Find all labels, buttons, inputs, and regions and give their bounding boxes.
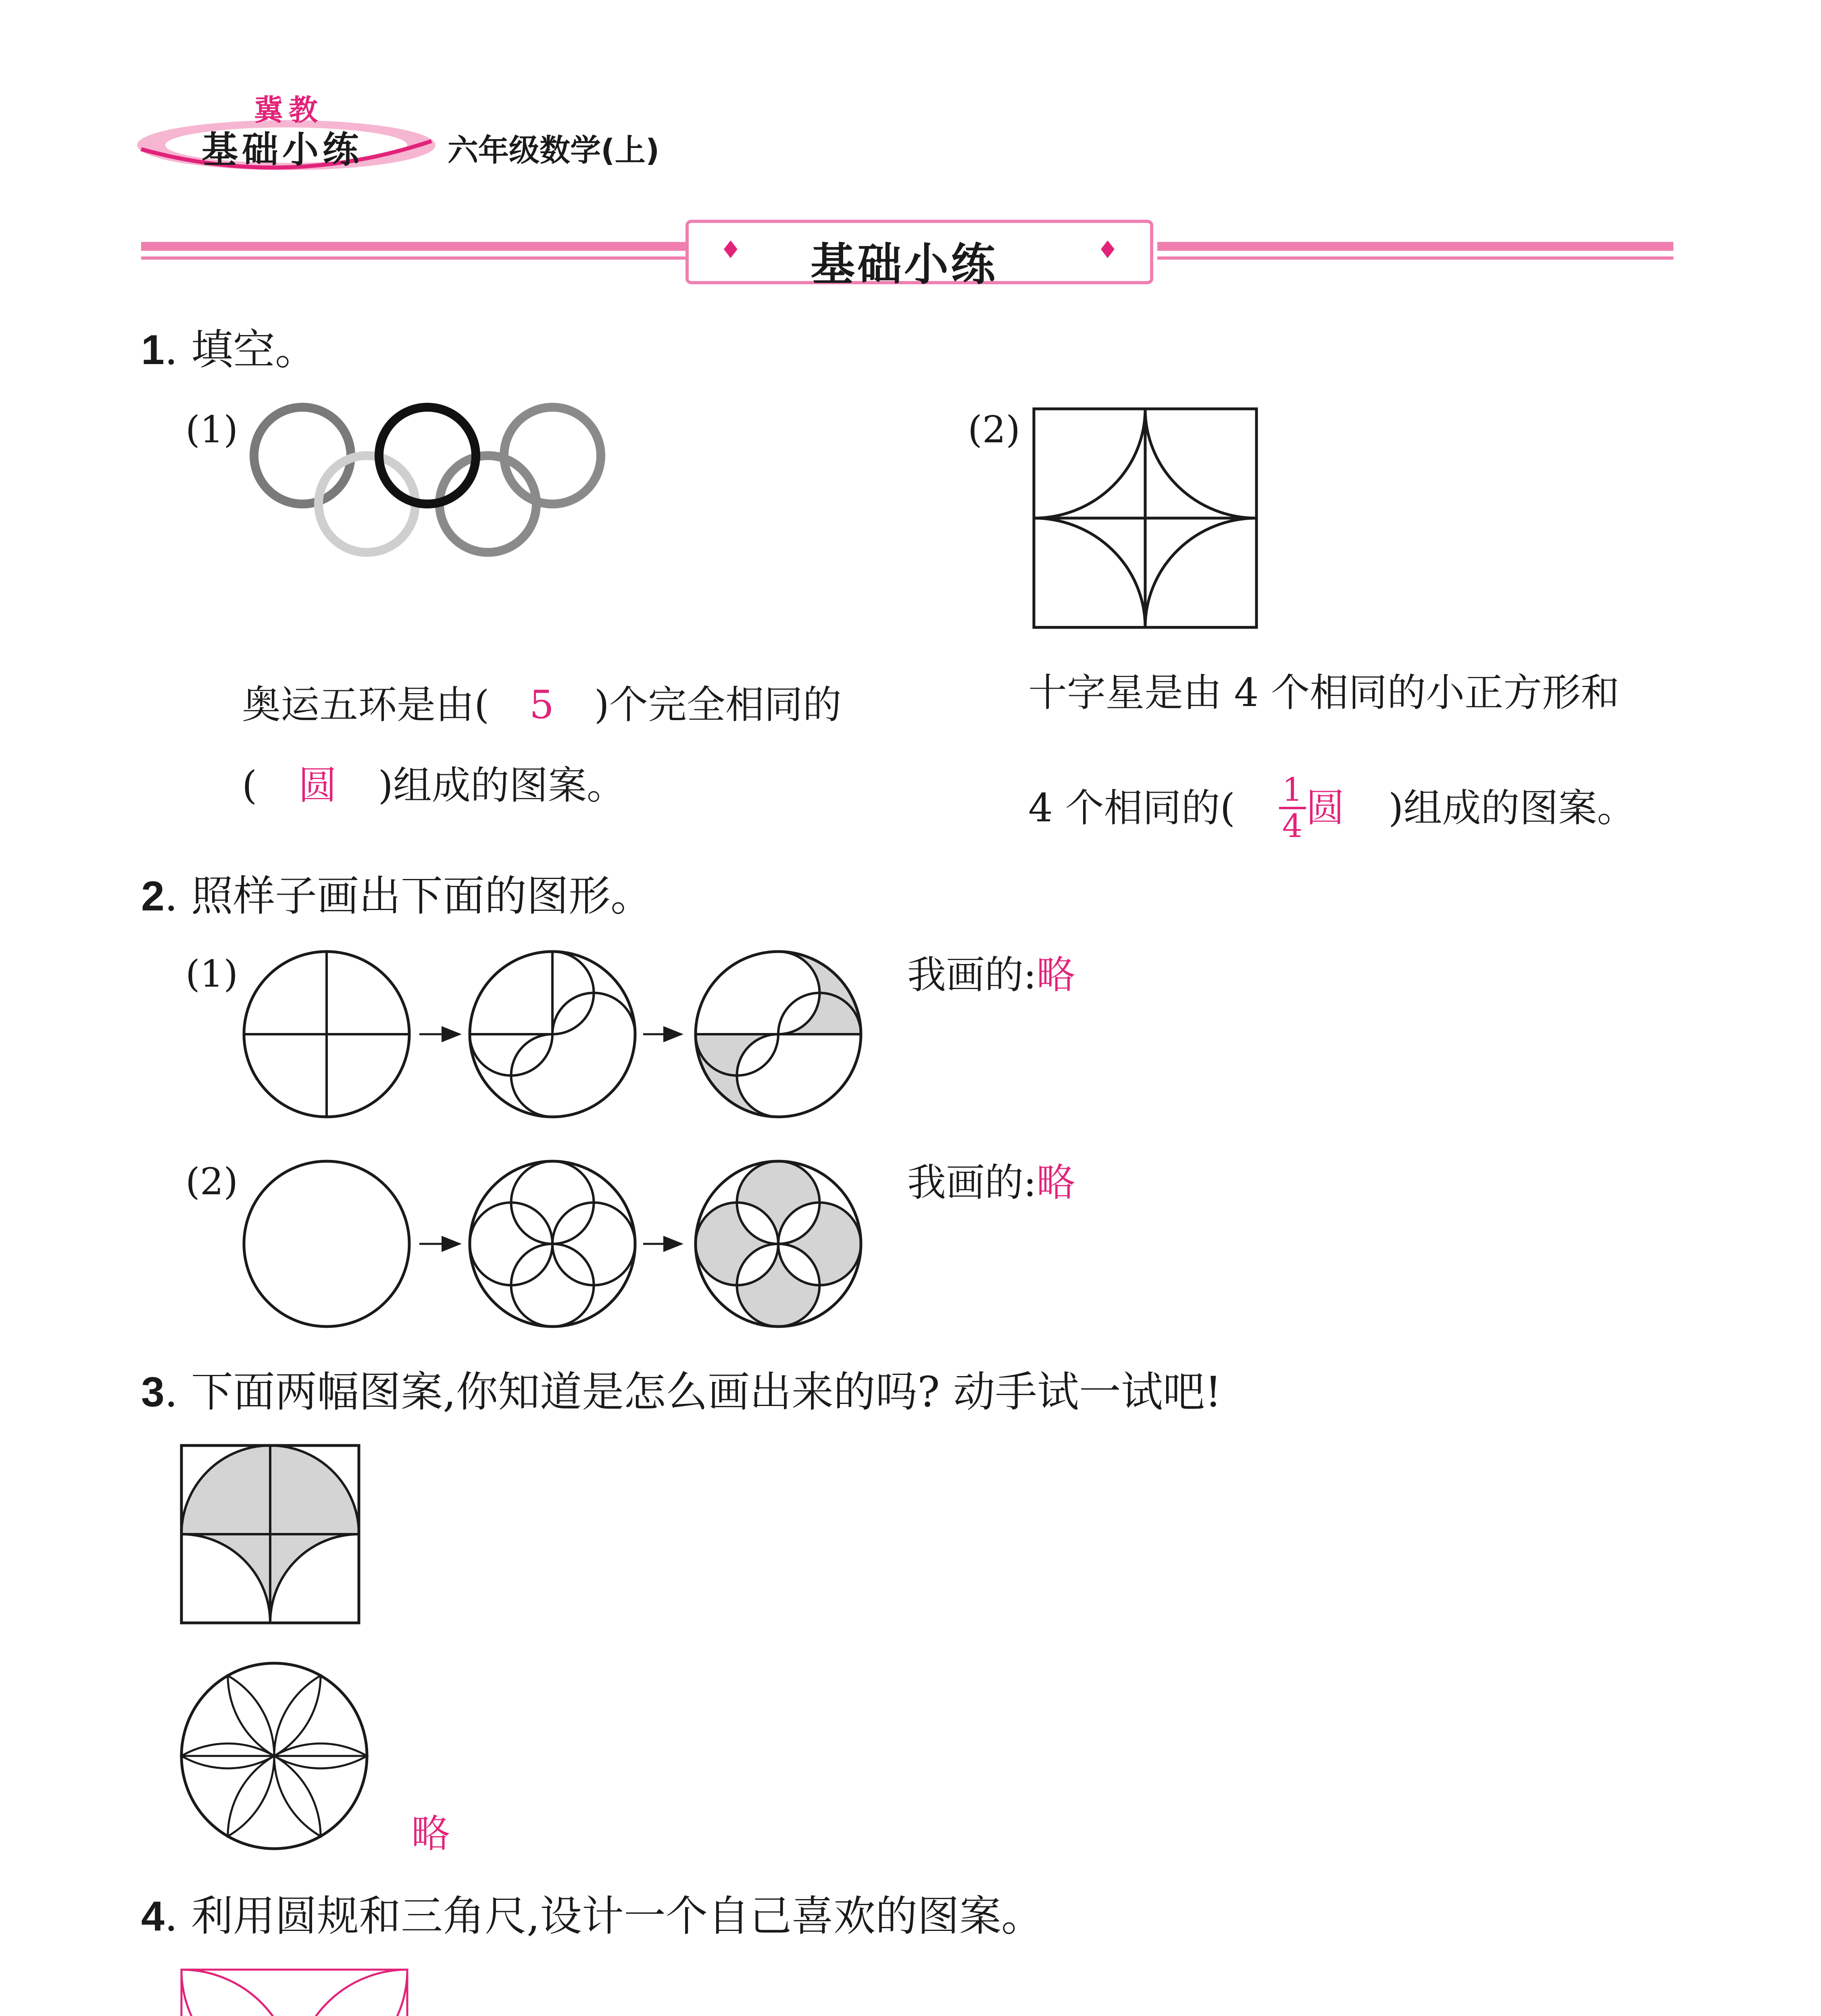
- header-book-title: 六年级数学(上): [448, 132, 660, 168]
- q1-sub2-label: (2): [968, 408, 1021, 451]
- q4-prompt-text: . 利用圆规和三角尺,设计一个自己喜欢的图案。: [164, 1891, 1044, 1941]
- q2-r1-step2: [470, 952, 635, 1117]
- ring-2: [379, 407, 476, 504]
- q1-s2-text-a: 4 个相同的(: [1028, 785, 1236, 831]
- q2-r1-draw-label: [907, 952, 1075, 998]
- title-band-right: [1157, 242, 1673, 251]
- q2-r2-step3: [696, 1161, 861, 1327]
- q2-r1-draw-text: 我画的:: [907, 952, 1037, 998]
- q1-s1-line2: [242, 763, 625, 808]
- q4-number: 4: [141, 1893, 165, 1940]
- ring-1: [254, 407, 351, 504]
- title-band-left: [141, 242, 690, 251]
- q2-sub1-label: (1): [185, 952, 238, 996]
- q2-prompt-text: . 照样子画出下面的图形。: [164, 871, 652, 921]
- q2-row2-figures: [242, 1157, 871, 1339]
- q2-r2-draw-text: 我画的:: [907, 1160, 1037, 1205]
- q1-answer-count: 5: [529, 682, 554, 727]
- ring-4: [319, 456, 415, 552]
- q2-row1-figures: [242, 948, 871, 1129]
- header-brand-main: 基础小练: [202, 129, 363, 171]
- q1-s2-text-b: )组成的图案。: [1388, 785, 1636, 831]
- q1-s2-line2: [1028, 771, 1636, 846]
- q2-r2-step1: [244, 1161, 409, 1327]
- q1-prompt: [141, 325, 317, 374]
- q1-number: 1: [141, 327, 165, 373]
- title-band-left-thin: [141, 256, 690, 260]
- fraction-unit: 圆: [1306, 785, 1345, 831]
- q1-s2-line1: 十字星是由 4 个相同的小正方形和: [1028, 670, 1620, 715]
- q2-number: 2: [141, 873, 165, 920]
- q4-design-pattern: [179, 1968, 409, 2016]
- q1-sub1-label: (1): [185, 408, 238, 451]
- header-brand-top: 冀教: [254, 93, 324, 127]
- q2-sub2-label: (2): [185, 1160, 238, 1203]
- q2-r2-draw-label: [907, 1160, 1075, 1205]
- title-band-right-thin: [1157, 256, 1673, 260]
- q3-square-pattern: [179, 1443, 361, 1625]
- q1-prompt-text: . 填空。: [164, 325, 317, 374]
- q3-number: 3: [141, 1369, 165, 1416]
- q2-r2-answer: 略: [1036, 1160, 1075, 1205]
- section-title: 基础小练: [810, 239, 998, 290]
- ring-3: [504, 407, 601, 504]
- q1-s1-line1: [242, 682, 842, 727]
- q3-prompt-text: . 下面两幅图案,你知道是怎么画出来的吗? 动手试一试吧!: [164, 1367, 1222, 1416]
- diamond-left-icon: ♦: [720, 236, 742, 264]
- q2-r2-step2: [470, 1161, 635, 1327]
- q3-prompt: [141, 1367, 1222, 1416]
- q3-answer: 略: [411, 1811, 450, 1856]
- q2-prompt: [141, 871, 652, 921]
- cross-star-figure: [1032, 407, 1258, 629]
- q2-r1-step3: [696, 952, 861, 1117]
- q3-flower-pattern: [179, 1661, 369, 1851]
- q1-answer-fraction: [1235, 771, 1388, 846]
- fraction-numerator: 1: [1279, 773, 1306, 809]
- q1-s1-text-c: (: [242, 763, 257, 808]
- q1-s1-text-d: )组成的图案。: [378, 763, 625, 808]
- ring-5: [440, 456, 536, 552]
- q4-prompt: [141, 1891, 1044, 1941]
- q2-r1-step1: [244, 952, 409, 1117]
- olympic-rings-figure: [242, 395, 613, 581]
- q1-answer-shape: 圆: [298, 763, 337, 808]
- q1-s1-text-b: )个完全相同的: [594, 682, 842, 727]
- q1-s1-text-a: 奥运五环是由(: [242, 682, 490, 727]
- diamond-right-icon: ♦: [1097, 236, 1119, 264]
- fraction-denominator: 4: [1282, 807, 1303, 845]
- q2-r1-answer: 略: [1036, 952, 1075, 998]
